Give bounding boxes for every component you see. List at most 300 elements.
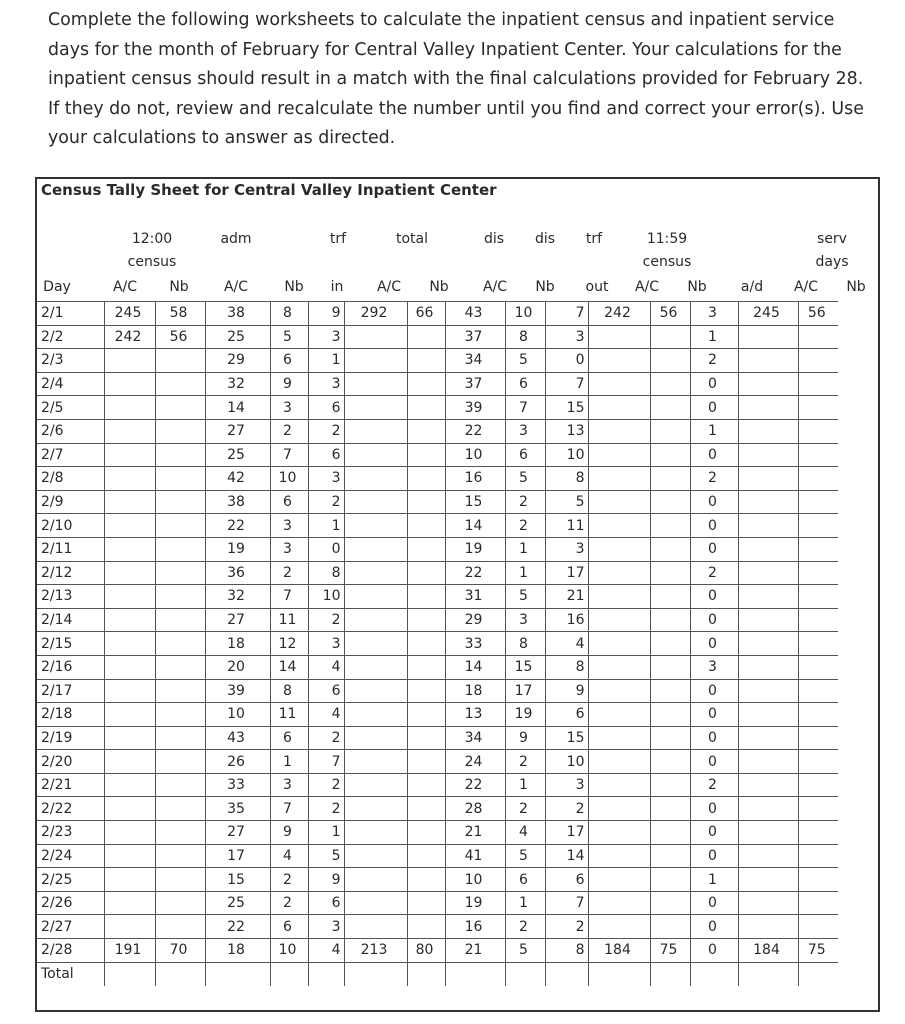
day-cell: 2/25 [37, 868, 104, 892]
table-cell: 17 [545, 821, 588, 845]
table-cell [407, 585, 445, 609]
col-header-adm-nb: Nb [284, 279, 304, 295]
table-cell: 1 [690, 868, 738, 892]
table-cell [650, 632, 690, 656]
table-cell [155, 372, 205, 396]
table-cell: 6 [545, 868, 588, 892]
table-cell: 6 [545, 703, 588, 727]
table-cell: 3 [505, 608, 545, 632]
table-cell [650, 396, 690, 420]
table-cell [407, 797, 445, 821]
table-cell: 37 [445, 325, 505, 349]
col-header-day: Day [43, 279, 71, 295]
table-cell [738, 891, 798, 915]
table-cell [104, 632, 155, 656]
table-cell [798, 750, 838, 774]
table-cell: 0 [690, 443, 738, 467]
col-header-trf-out: out [585, 279, 609, 295]
table-cell [650, 844, 690, 868]
table-cell: 58 [155, 302, 205, 326]
table-cell: 9 [308, 868, 344, 892]
header-trf-in: trf [329, 231, 347, 247]
table-cell [104, 703, 155, 727]
table-cell [588, 962, 650, 986]
day-cell: 2/19 [37, 726, 104, 750]
table-cell: 4 [308, 939, 344, 963]
table-cell: 7 [308, 750, 344, 774]
table-cell [738, 467, 798, 491]
table-cell [650, 868, 690, 892]
table-cell: 10 [445, 868, 505, 892]
table-cell: 0 [690, 632, 738, 656]
table-cell: 7 [545, 891, 588, 915]
table-cell: 2 [270, 561, 308, 585]
table-cell: 33 [445, 632, 505, 656]
table-cell [588, 490, 650, 514]
table-row [37, 939, 838, 963]
table-cell [155, 514, 205, 538]
table-cell [344, 773, 407, 797]
table-cell: 10 [505, 302, 545, 326]
table-cell: 2 [505, 514, 545, 538]
table-cell: 10 [545, 443, 588, 467]
table-cell [798, 608, 838, 632]
table-cell: 3 [690, 655, 738, 679]
table-cell [104, 349, 155, 373]
table-cell [650, 891, 690, 915]
table-cell: 26 [205, 750, 270, 774]
table-cell [650, 372, 690, 396]
table-cell [738, 325, 798, 349]
table-cell: 32 [205, 372, 270, 396]
table-cell: 5 [270, 325, 308, 349]
table-cell [407, 608, 445, 632]
header-adm: adm [220, 231, 252, 247]
table-cell: 14 [205, 396, 270, 420]
table-cell: 0 [690, 396, 738, 420]
header-dis-nb: dis [534, 231, 556, 247]
table-cell [407, 821, 445, 845]
day-cell: 2/28 [37, 939, 104, 963]
table-cell [407, 773, 445, 797]
table-cell: 8 [308, 561, 344, 585]
day-cell: 2/1 [37, 302, 104, 326]
table-cell: 17 [505, 679, 545, 703]
table-cell [308, 962, 344, 986]
table-cell [738, 750, 798, 774]
table-cell: 10 [445, 443, 505, 467]
table-cell: 22 [205, 915, 270, 939]
table-cell: 75 [650, 939, 690, 963]
table-cell: 29 [445, 608, 505, 632]
table-cell: 9 [308, 302, 344, 326]
table-cell [798, 490, 838, 514]
table-cell [798, 773, 838, 797]
table-cell: 0 [690, 372, 738, 396]
table-cell [738, 490, 798, 514]
table-cell [407, 325, 445, 349]
table-cell: 21 [545, 585, 588, 609]
table-cell: 14 [445, 655, 505, 679]
table-cell: 17 [205, 844, 270, 868]
table-cell [588, 632, 650, 656]
table-cell [650, 585, 690, 609]
table-cell: 0 [690, 679, 738, 703]
table-cell: 0 [690, 844, 738, 868]
table-row [37, 868, 838, 892]
table-cell [588, 726, 650, 750]
table-cell [155, 467, 205, 491]
table-cell: 15 [445, 490, 505, 514]
table-row [37, 891, 838, 915]
header-12-00-line1: 12:00 [131, 231, 173, 247]
table-cell [738, 962, 798, 986]
table-cell [650, 419, 690, 443]
table-cell [588, 868, 650, 892]
table-cell [344, 655, 407, 679]
table-cell [738, 773, 798, 797]
table-cell: 4 [308, 703, 344, 727]
table-cell: 3 [308, 325, 344, 349]
day-cell: 2/6 [37, 419, 104, 443]
table-cell: 38 [205, 302, 270, 326]
table-cell [588, 915, 650, 939]
table-cell [588, 773, 650, 797]
table-cell [344, 372, 407, 396]
table-cell: 2 [308, 419, 344, 443]
day-cell: 2/11 [37, 537, 104, 561]
table-cell: 3 [270, 773, 308, 797]
table-cell [738, 821, 798, 845]
table-cell: 39 [445, 396, 505, 420]
header-serv-line1: serv [817, 231, 847, 247]
table-cell: 184 [738, 939, 798, 963]
table-cell [445, 962, 505, 986]
table-cell: 13 [445, 703, 505, 727]
table-cell: 3 [270, 537, 308, 561]
table-cell: 6 [505, 868, 545, 892]
table-cell [407, 726, 445, 750]
table-cell [407, 632, 445, 656]
table-cell [104, 797, 155, 821]
table-cell [407, 868, 445, 892]
table-cell [650, 797, 690, 821]
table-cell: 8 [270, 302, 308, 326]
table-cell: 27 [205, 821, 270, 845]
day-cell: 2/9 [37, 490, 104, 514]
table-cell [505, 962, 545, 986]
table-cell: 33 [205, 773, 270, 797]
day-cell: 2/14 [37, 608, 104, 632]
table-cell: 15 [205, 868, 270, 892]
table-cell: 2 [690, 349, 738, 373]
table-cell: 18 [205, 632, 270, 656]
table-cell: 25 [205, 325, 270, 349]
table-cell: 37 [445, 372, 505, 396]
table-cell: 8 [505, 325, 545, 349]
table-cell: 6 [308, 396, 344, 420]
table-cell [104, 537, 155, 561]
table-cell [155, 608, 205, 632]
table-cell [407, 514, 445, 538]
table-cell: 66 [407, 302, 445, 326]
table-cell [798, 891, 838, 915]
table-cell: 11 [270, 703, 308, 727]
table-cell [738, 349, 798, 373]
table-cell: 0 [308, 537, 344, 561]
table-cell [588, 750, 650, 774]
table-cell [738, 561, 798, 585]
table-row [37, 703, 838, 727]
table-cell: 3 [270, 514, 308, 538]
table-cell: 5 [545, 490, 588, 514]
day-cell: 2/12 [37, 561, 104, 585]
table-cell [104, 608, 155, 632]
table-cell [588, 325, 650, 349]
table-cell: 17 [545, 561, 588, 585]
table-cell [798, 585, 838, 609]
table-cell: 14 [545, 844, 588, 868]
table-cell: 10 [270, 939, 308, 963]
table-cell [155, 726, 205, 750]
table-cell [104, 372, 155, 396]
table-cell: 0 [690, 821, 738, 845]
table-cell [104, 773, 155, 797]
table-cell [650, 726, 690, 750]
table-row [37, 349, 838, 373]
table-cell [650, 773, 690, 797]
table-cell: 56 [155, 325, 205, 349]
table-cell: 0 [690, 750, 738, 774]
day-cell: 2/15 [37, 632, 104, 656]
table-cell [407, 372, 445, 396]
table-cell: 43 [205, 726, 270, 750]
table-cell [407, 962, 445, 986]
table-cell: 8 [545, 467, 588, 491]
col-header-trf-in: in [330, 279, 344, 295]
table-cell: 22 [205, 514, 270, 538]
table-cell: 292 [344, 302, 407, 326]
table-cell [738, 679, 798, 703]
table-cell: 245 [104, 302, 155, 326]
sheet-title: Census Tally Sheet for Central Valley Inpatient Center [41, 181, 497, 199]
table-cell: 18 [205, 939, 270, 963]
table-cell [798, 703, 838, 727]
table-cell [155, 915, 205, 939]
day-cell: 2/3 [37, 349, 104, 373]
table-cell [738, 514, 798, 538]
table-cell [738, 726, 798, 750]
table-cell: 4 [505, 821, 545, 845]
table-cell: 9 [505, 726, 545, 750]
table-cell: 3 [505, 419, 545, 443]
table-cell: 2 [308, 726, 344, 750]
table-cell: 22 [445, 419, 505, 443]
table-cell [104, 419, 155, 443]
table-cell: 10 [545, 750, 588, 774]
table-cell [588, 467, 650, 491]
table-cell: 2 [270, 419, 308, 443]
table-cell: 21 [445, 821, 505, 845]
table-cell [155, 655, 205, 679]
table-cell: 3 [690, 302, 738, 326]
table-cell: 0 [690, 703, 738, 727]
table-cell: 2 [505, 750, 545, 774]
table-cell [104, 467, 155, 491]
table-cell: 19 [445, 891, 505, 915]
col-header-dis-nb: Nb [535, 279, 555, 295]
table-cell: 2 [690, 561, 738, 585]
col-header-census-end-ac: A/C [634, 279, 660, 295]
table-cell [650, 679, 690, 703]
table-cell [155, 490, 205, 514]
table-cell [344, 891, 407, 915]
day-cell: 2/21 [37, 773, 104, 797]
table-cell: 213 [344, 939, 407, 963]
table-cell [738, 537, 798, 561]
table-cell: 0 [690, 514, 738, 538]
table-cell [798, 915, 838, 939]
table-cell: 191 [104, 939, 155, 963]
table-cell: 24 [445, 750, 505, 774]
table-cell [104, 844, 155, 868]
table-cell [407, 844, 445, 868]
table-cell [798, 632, 838, 656]
table-cell: 1 [505, 891, 545, 915]
table-cell [650, 349, 690, 373]
table-cell [344, 467, 407, 491]
day-cell: 2/13 [37, 585, 104, 609]
table-cell [407, 750, 445, 774]
table-cell [407, 490, 445, 514]
table-cell: 35 [205, 797, 270, 821]
table-row [37, 655, 838, 679]
table-cell: 5 [505, 349, 545, 373]
table-cell: 28 [445, 797, 505, 821]
table-cell [155, 561, 205, 585]
table-cell: 2 [545, 915, 588, 939]
table-cell: 4 [270, 844, 308, 868]
table-cell: 14 [445, 514, 505, 538]
day-cell: 2/4 [37, 372, 104, 396]
col-header-census-ac: A/C [112, 279, 138, 295]
table-cell [650, 608, 690, 632]
col-header-serv-nb: Nb [846, 279, 866, 295]
table-cell [407, 419, 445, 443]
day-cell: Total [37, 962, 104, 986]
table-cell: 5 [308, 844, 344, 868]
table-cell: 15 [545, 726, 588, 750]
day-cell: 2/24 [37, 844, 104, 868]
table-cell [104, 514, 155, 538]
table-cell: 242 [104, 325, 155, 349]
table-cell [588, 514, 650, 538]
header-11-59-line1: 11:59 [646, 231, 688, 247]
table-row [37, 419, 838, 443]
table-cell: 4 [545, 632, 588, 656]
col-header-dis-ac: A/C [482, 279, 508, 295]
table-cell: 42 [205, 467, 270, 491]
table-cell [155, 632, 205, 656]
table-cell [588, 585, 650, 609]
table-cell [588, 891, 650, 915]
table-cell [104, 915, 155, 939]
table-cell: 3 [270, 396, 308, 420]
table-cell [738, 396, 798, 420]
table-cell: 9 [270, 372, 308, 396]
table-cell [650, 915, 690, 939]
table-cell: 2 [505, 490, 545, 514]
day-cell: 2/22 [37, 797, 104, 821]
col-header-total-ac: A/C [376, 279, 402, 295]
table-cell: 34 [445, 726, 505, 750]
table-cell [650, 561, 690, 585]
table-cell [798, 821, 838, 845]
table-cell [344, 750, 407, 774]
table-row [37, 561, 838, 585]
table-cell [798, 726, 838, 750]
table-cell: 1 [308, 349, 344, 373]
day-cell: 2/7 [37, 443, 104, 467]
table-cell: 10 [308, 585, 344, 609]
table-cell [738, 632, 798, 656]
table-row [37, 467, 838, 491]
table-row [37, 490, 838, 514]
table-cell: 16 [545, 608, 588, 632]
table-cell: 0 [690, 726, 738, 750]
table-cell: 6 [270, 490, 308, 514]
table-cell [407, 891, 445, 915]
table-cell: 0 [690, 585, 738, 609]
table-cell: 20 [205, 655, 270, 679]
day-cell: 2/20 [37, 750, 104, 774]
table-cell: 5 [505, 467, 545, 491]
header-11-59-line2: census [642, 254, 692, 270]
header-total: total [395, 231, 429, 247]
table-cell [205, 962, 270, 986]
col-header-total-nb: Nb [429, 279, 449, 295]
table-cell [588, 608, 650, 632]
instructions-paragraph: Complete the following worksheets to calculate the inpatient census and inpatient service days for the month of February for Central Valley Inpatient Center. Your calculations for the inpatient census should result in a match with the final calculations provided for February 28. If they do not, review and recalculate the number until you find and correct your error(s). Use your calculations to answer as directed. [48, 10, 864, 148]
table-cell [738, 585, 798, 609]
table-cell [104, 962, 155, 986]
table-cell: 2 [690, 467, 738, 491]
table-cell: 0 [690, 915, 738, 939]
table-cell [588, 821, 650, 845]
day-cell: 2/18 [37, 703, 104, 727]
table-cell [104, 396, 155, 420]
table-cell [798, 868, 838, 892]
table-cell: 43 [445, 302, 505, 326]
table-cell: 1 [308, 821, 344, 845]
table-row [37, 750, 838, 774]
table-cell [104, 891, 155, 915]
day-cell: 2/16 [37, 655, 104, 679]
table-row [37, 372, 838, 396]
header-serv-line2: days [815, 254, 849, 270]
table-cell: 2 [270, 891, 308, 915]
table-cell [270, 962, 308, 986]
table-cell: 22 [445, 773, 505, 797]
table-cell [407, 561, 445, 585]
day-cell: 2/8 [37, 467, 104, 491]
table-cell [650, 821, 690, 845]
table-cell: 4 [308, 655, 344, 679]
table-cell [407, 915, 445, 939]
table-cell [344, 868, 407, 892]
table-cell: 9 [545, 679, 588, 703]
day-cell: 2/10 [37, 514, 104, 538]
